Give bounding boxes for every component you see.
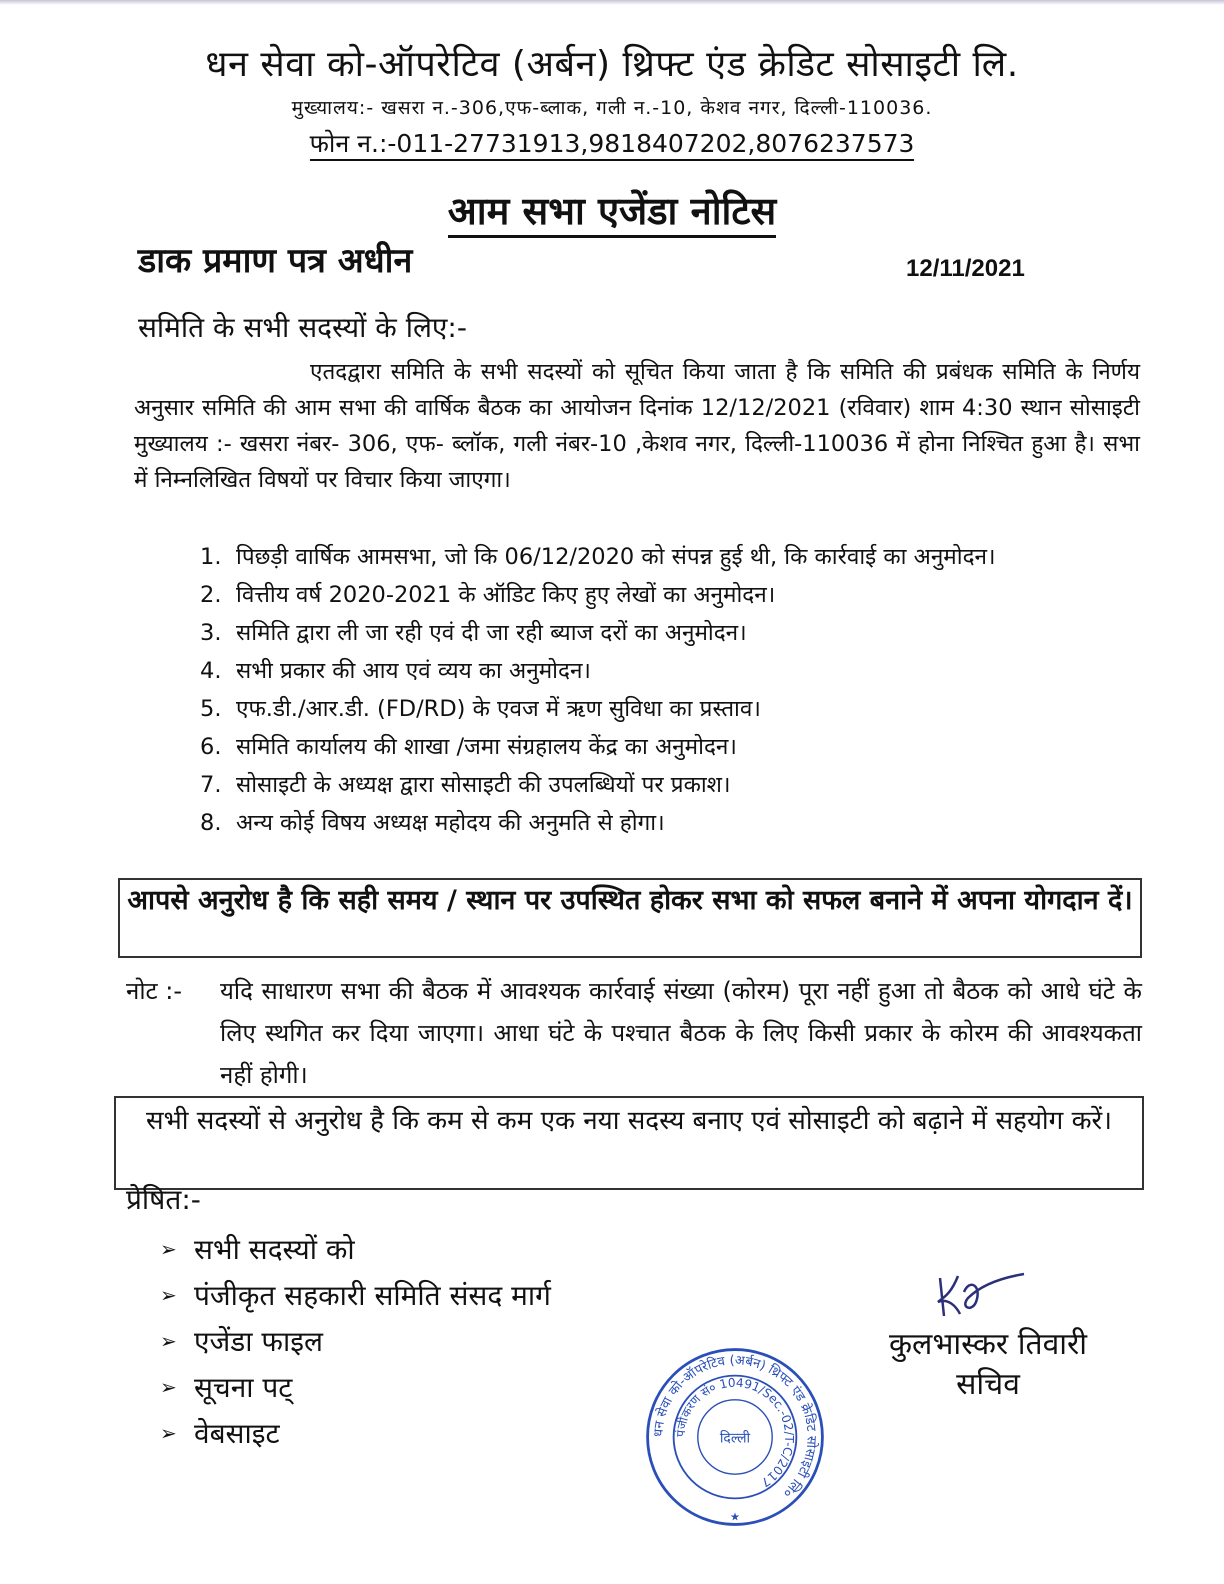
salutation: समिति के सभी सदस्यों के लिए:- xyxy=(138,311,467,344)
forwarded-label: प्रेषित:- xyxy=(126,1183,201,1216)
notice-date: 12/11/2021 xyxy=(906,255,1025,282)
quorum-note xyxy=(126,970,1142,1096)
recipient-text: सभी सदस्यों को xyxy=(194,1233,355,1266)
recipient-text: एजेंडा फाइल xyxy=(194,1325,323,1358)
agenda-list xyxy=(200,540,1144,844)
agenda-item-number: 7. xyxy=(200,772,222,798)
agenda-item-text: समिति द्वारा ली जा रही एवं दी जा रही ब्याज दरों का अनुमोदन। xyxy=(236,620,747,646)
agenda-item xyxy=(200,654,1144,688)
agenda-item-number: 2. xyxy=(200,582,222,608)
agenda-item xyxy=(200,578,1144,612)
notice-title-text: आम सभा एजेंडा नोटिस xyxy=(448,189,777,238)
recipient-text: सूचना पट् xyxy=(194,1371,293,1404)
agenda-item xyxy=(200,806,1144,840)
agenda-item xyxy=(200,616,1144,650)
arrow-bullet-icon: ➢ xyxy=(160,1237,177,1261)
org-address: मुख्यालय:- खसरा न.-306,एफ-ब्लाक, गली न.-10, केशव नगर, दिल्ली-110036. xyxy=(291,97,933,119)
agenda-item-text: एफ.डी./आर.डी. (FD/RD) के एवज में ऋण सुविधा का प्रस्ताव। xyxy=(236,696,761,722)
scan-edge xyxy=(0,0,1224,5)
arrow-bullet-icon: ➢ xyxy=(160,1375,177,1399)
notice-body-text: एतदद्वारा समिति के सभी सदस्यों को सूचित किया जाता है कि समिति की प्रबंधक समिति के निर्णय अनुसार समिति की आम सभा की वार्षिक बैठक का आयोजन दिनांक 12/12/2021 (रविवार) शाम 4:30 स्थान सोसाइटी मुख्यालय :- खसरा नंबर- 306, एफ- ब्लॉक, गली नंबर-10 ,केशव नगर, दिल्ली-110036 में होना निश्चित हुआ है। सभा में निम्नलिखित विषयों पर विचार किया जाएगा। xyxy=(134,359,1140,493)
org-name: धन सेवा को-ऑपरेटिव (अर्बन) थ्रिफ्ट एंड क्रेडिट सोसाइटी लि. xyxy=(205,44,1019,85)
seal-registration-text: पंजीकरण सं० 10491/Sec.-02/T-C/2017 xyxy=(673,1375,797,1490)
notice-body xyxy=(134,354,1140,498)
agenda-item xyxy=(200,692,1144,726)
recipient-list xyxy=(160,1226,551,1456)
recipient-text: पंजीकृत सहकारी समिति संसद मार्ग xyxy=(194,1279,551,1312)
agenda-item-text: पिछड़ी वार्षिक आमसभा, जो कि 06/12/2020 को संपन्न हुई थी, कि कार्रवाई का अनुमोदन। xyxy=(236,544,996,570)
agenda-item-text: समिति कार्यालय की शाखा /जमा संग्रहालय केंद्र का अनुमोदन। xyxy=(236,734,737,760)
recipient-item xyxy=(160,1318,551,1364)
society-seal xyxy=(642,1344,828,1530)
agenda-item-text: अन्य कोई विषय अध्यक्ष महोदय की अनुमति से होगा। xyxy=(236,810,665,836)
seal-outer-text: धन सेवा को-ऑपरेटिव (अर्बन) थ्रिफ्ट एंड क्रेडिट सोसाइटी लि० xyxy=(651,1353,819,1501)
arrow-bullet-icon: ➢ xyxy=(160,1329,177,1353)
recipient-item xyxy=(160,1364,551,1410)
attendance-request-box: आपसे अनुरोध है कि सही समय / स्थान पर उपस्थित होकर सभा को सफल बनाने में अपना योगदान दें। xyxy=(118,878,1142,958)
agenda-item-text: वित्तीय वर्ष 2020-2021 के ऑडिट किए हुए लेखों का अनुमोदन। xyxy=(236,582,776,608)
org-phone xyxy=(0,126,1224,160)
notice-subtitle: डाक प्रमाण पत्र अधीन xyxy=(138,241,413,281)
recipient-item xyxy=(160,1272,551,1318)
agenda-item xyxy=(200,540,1144,574)
seal-star-icon: ★ xyxy=(729,1510,741,1524)
notice-title xyxy=(0,184,1224,236)
agenda-item-number: 6. xyxy=(200,734,222,760)
arrow-bullet-icon: ➢ xyxy=(160,1421,177,1445)
new-member-request-box: सभी सदस्यों से अनुरोध है कि कम से कम एक नया सदस्य बनाए एवं सोसाइटी को बढ़ाने में सहयोग करें। xyxy=(114,1096,1144,1190)
signatory-designation: सचिव xyxy=(956,1367,1020,1402)
phone-text: फोन न.:-011-27731913,9818407202,8076237573 xyxy=(310,129,915,161)
handwritten-signature xyxy=(930,1268,1030,1328)
recipient-text: वेबसाइट xyxy=(194,1417,280,1450)
agenda-item-text: सोसाइटी के अध्यक्ष द्वारा सोसाइटी की उपलब्धियों पर प्रकाश। xyxy=(236,772,731,798)
recipient-item xyxy=(160,1410,551,1456)
agenda-item xyxy=(200,768,1144,802)
agenda-item xyxy=(200,730,1144,764)
agenda-item-number: 8. xyxy=(200,810,222,836)
signatory-name: कुलभास्कर तिवारी xyxy=(888,1327,1088,1362)
agenda-item-number: 3. xyxy=(200,620,222,646)
agenda-item-number: 1. xyxy=(200,544,222,570)
agenda-item-number: 4. xyxy=(200,658,222,684)
seal-center-text: दिल्ली xyxy=(719,1430,751,1447)
note-label: नोट :- xyxy=(126,977,183,1005)
recipient-item xyxy=(160,1226,551,1272)
note-text: यदि साधारण सभा की बैठक में आवश्यक कार्रवाई संख्या (कोरम) पूरा नहीं हुआ तो बैठक को आधे घंटे के लिए स्थगित कर दिया जाएगा। आधा घंटे के पश्चात बैठक के लिए किसी प्रकार के कोरम की आवश्यकता नहीं होगी। xyxy=(220,977,1142,1089)
arrow-bullet-icon: ➢ xyxy=(160,1283,177,1307)
agenda-item-number: 5. xyxy=(200,696,222,722)
agenda-item-text: सभी प्रकार की आय एवं व्यय का अनुमोदन। xyxy=(236,658,591,684)
